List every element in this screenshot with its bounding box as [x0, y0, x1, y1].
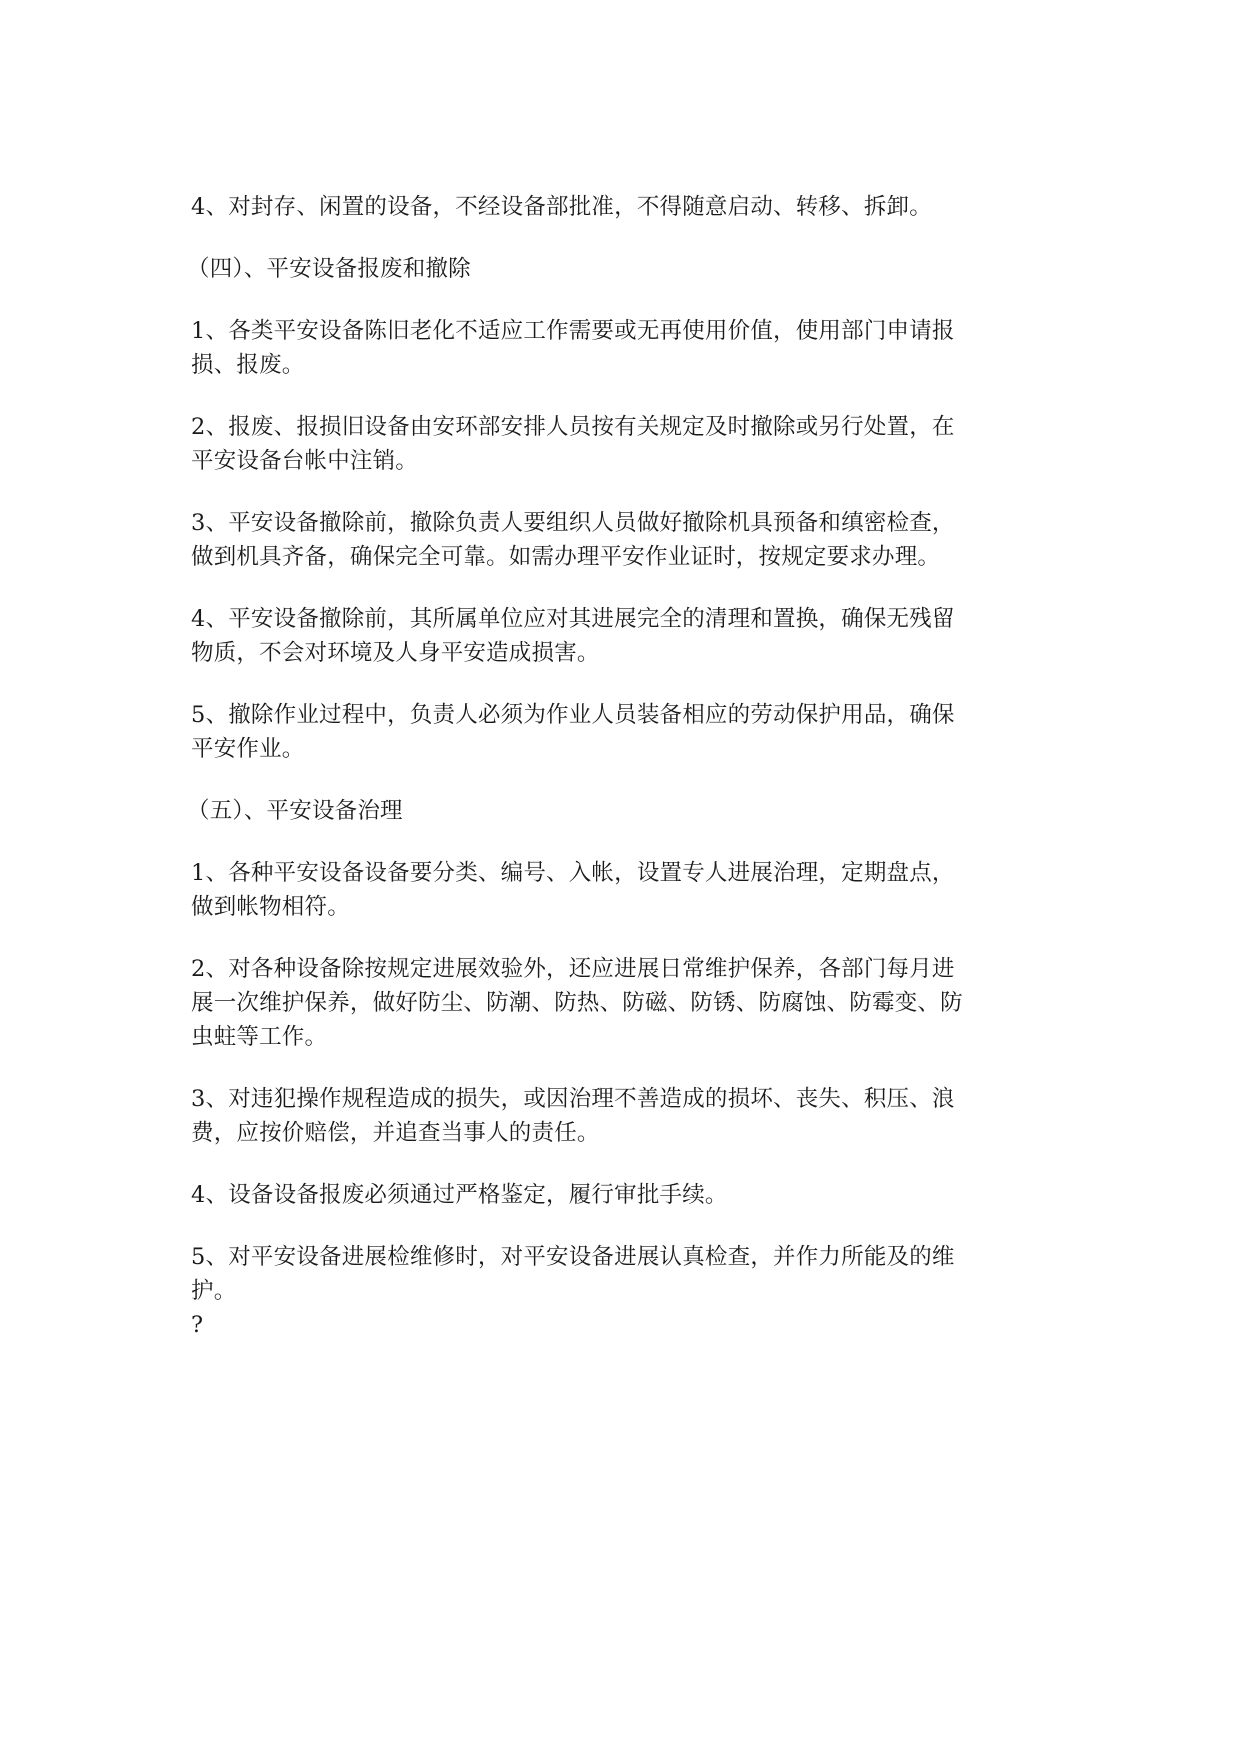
text-line: 5、对平安设备进展检维修时，对平安设备进展认真检查，并作力所能及的维	[191, 1244, 955, 1270]
paragraph	[191, 1082, 1051, 1150]
text-line: 5、撤除作业过程中，负责人必须为作业人员装备相应的劳动保护用品，确保	[191, 702, 955, 728]
text-line: （五）、平安设备治理	[187, 798, 403, 824]
text-line: 费，应按价赔偿，并追查当事人的责任。	[191, 1120, 600, 1146]
text-line: 4、设备设备报废必须通过严格鉴定，履行审批手续。	[191, 1182, 728, 1208]
text-line: 4、对封存、闲置的设备，不经设备部批准，不得随意启动、转移、拆卸。	[191, 194, 932, 220]
text-line: 1、各种平安设备设备要分类、编号、入帐，设置专人进展治理，定期盘点，	[191, 860, 955, 886]
trailing-mark: ?	[191, 1312, 204, 1338]
text-line: 做到帐物相符。	[191, 894, 350, 920]
paragraph	[191, 410, 1051, 478]
text-line: 平安设备台帐中注销。	[191, 448, 419, 474]
text-line: 3、平安设备撤除前，撤除负责人要组织人员做好撤除机具预备和缜密检查，	[191, 510, 955, 536]
text-line: 平安作业。	[191, 736, 305, 762]
section-heading	[187, 252, 1051, 286]
text-line: 1、各类平安设备陈旧老化不适应工作需要或无再使用价值，使用部门申请报	[191, 318, 955, 344]
paragraph	[191, 1240, 1051, 1308]
text-line: 损、报废。	[191, 352, 305, 378]
text-line: 2、报废、报损旧设备由安环部安排人员按有关规定及时撤除或另行处置，在	[191, 414, 955, 440]
paragraph	[191, 856, 1051, 924]
paragraph	[191, 698, 1051, 766]
text-line: 护。	[191, 1278, 237, 1304]
text-line: （四）、平安设备报废和撤除	[187, 256, 471, 282]
text-line: 展一次维护保养，做好防尘、防潮、防热、防磁、防锈、防腐蚀、防霉变、防	[191, 990, 963, 1016]
text-line: 4、平安设备撤除前，其所属单位应对其进展完全的清理和置换，确保无残留	[191, 606, 955, 632]
paragraph	[191, 602, 1051, 670]
text-line: 做到机具齐备，确保完全可靠。如需办理平安作业证时，按规定要求办理。	[191, 544, 941, 570]
text-line: 虫蛀等工作。	[191, 1024, 328, 1050]
section-heading	[187, 794, 1051, 828]
paragraph	[191, 506, 1051, 574]
document-body	[187, 190, 1051, 1342]
paragraph	[191, 314, 1051, 382]
text-line: 3、对违犯操作规程造成的损失，或因治理不善造成的损坏、丧失、积压、浪	[191, 1086, 955, 1112]
text-line: 2、对各种设备除按规定进展效验外，还应进展日常维护保养，各部门每月进	[191, 956, 955, 982]
paragraph	[191, 1178, 1051, 1212]
paragraph	[191, 952, 1051, 1054]
text-line: 物质，不会对环境及人身平安造成损害。	[191, 640, 600, 666]
paragraph	[191, 190, 1051, 224]
